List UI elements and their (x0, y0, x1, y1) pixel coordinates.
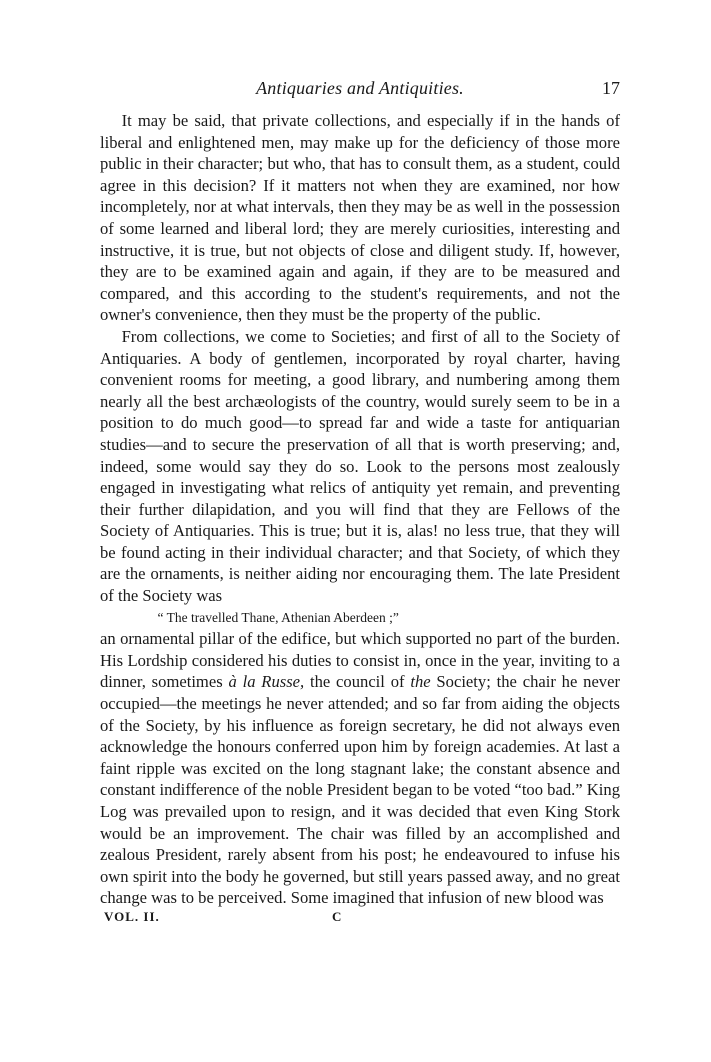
italic-word-the: the (410, 672, 431, 692)
book-page (100, 78, 620, 929)
paragraph-societies: From collections, we come to Societies; and first of all to the Society of Antiquaries. A body of gentlemen, incorporated by royal charter, having convenient rooms for meeting, a good library, and numbering among them nearly all the best archæologists of the country, would surely seem to be in a position to do much good—to spread far and wide a taste for antiquarian studies—and to secure the preservation of all that is worth preserving; and, indeed, some would say they do so. Look to the persons most zealously engaged in investigating what relics of antiquity yet remain, and preventing their further dilapidation, and you will find that they are Fellows of the Society of Antiquaries. This is true; but it is, alas! no less true, that they will be found acting in their individual character; and that Society, of which they are the ornaments, is neither aiding nor encouraging them. The late President of the Society was (100, 326, 620, 606)
volume-signature: VOL. II. (104, 908, 160, 924)
body-text (100, 110, 620, 909)
paragraph-private-collections: It may be said, that private collections, and especially if in the hands of liberal and enlightened men, may make up for the deficiency of those more public in their character; but who, that has to consult them, as a student, could agree in this decision? If it matters not when they are examined, nor how incompletely, nor at what intervals, then they may be as well in the possession of some learned and liberal lord; they are merely curiosities, interesting and instructive, it is true, but not objects of close and diligent study. If, however, they are to be examined again and again, if they are to be measured and compared, and this according to the student's requirements, and not the owner's convenience, then they must be the property of the public. (100, 111, 620, 325)
running-title: Antiquaries and Antiquities. (256, 78, 464, 98)
text-run: an ornamental pillar of the edifice, but which supported no part of the burden. His Lordship considered his duties to consist in, once in the year, inviting to a dinner, sometimes (100, 629, 620, 692)
page-footer (100, 909, 620, 929)
gathering-signature: C (332, 908, 342, 924)
block-quote: “ The travelled Thane, Athenian Aberdeen ;” (157, 609, 399, 625)
running-head (100, 78, 620, 104)
paragraph-continuation (100, 628, 620, 909)
page-number: 17 (602, 78, 620, 98)
text-run: the council of (304, 672, 411, 692)
text-run: Society; the chair he never occupied—the meetings he never attended; and so far from aiding the objects of the Society, by his influence as foreign secretary, he did not always even acknowledge the honours conferred upon him by foreign academies. At last a faint ripple was excited on the long stagnant lake; the constant absence and constant indifference of the noble President began to be voted “too bad.” King Log was prevailed upon to resign, and it was decided that even King Stork would be an improvement. The chair was filled by an accomplished and zealous President, rarely absent from his post; he endeavoured to infuse his own spirit into the body he governed, but still years passed away, and no great change was to be perceived. Some imagined that infusion of new blood was (100, 672, 620, 908)
italic-phrase-a-la-russe: à la Russe, (228, 672, 305, 692)
